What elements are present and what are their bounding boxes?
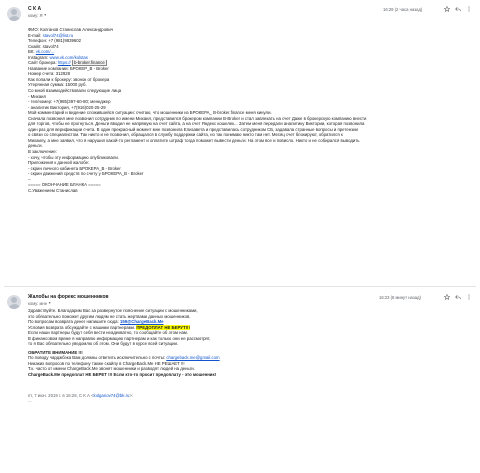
sender-name: Жалобы на форекс мошенников [28,294,109,300]
body-line: Сначала позвонил мне позвонил сотрудник по имени Михаил, представился брокером компании B-Broker и стал завлекать на счет Даже в брокерскую компанию внести [28,115,367,121]
contact-email-link[interactable]: 159@ChargeBack.Me [119,319,164,325]
body-line: По вопросам возврата денег напишите сюда: 159@ChargeBack.Me [28,319,164,325]
message-actions [444,294,472,300]
message-date: 16:23 (8 минут назад) [379,295,421,300]
body-line: С.Уважением Станислав [28,187,78,193]
body-line: Телефон: +7 (981)9839602 [28,38,82,44]
body-line: Сайт брокера: https:// b-broker.finance [28,60,105,66]
body-line: - скрин движений средств по счету у БРОКЕРА_B - Broker [28,171,144,177]
chevron-down-icon: ▼ [43,13,47,17]
recipient-label: кому: мне [28,301,48,306]
body-line: -- [28,176,31,182]
body-line: - тел/номер: +7(985)397-60-80; менеджер [28,99,111,105]
message-date: 16:29 (2 часа назад) [383,7,423,12]
sender-name: С К А [28,6,42,12]
body-line: деньги. [28,143,43,149]
site-prefix-link[interactable]: https:// [57,60,71,66]
message-divider [4,286,476,287]
body-line: один раз для верификации счета. В один прекрасный момент мне позвонила Елизавета и представилась сотрудником СБ, задавала странные вопросы и претензии [28,126,358,132]
more-vert-icon[interactable] [466,6,472,12]
body-line: ВК: vk.com/... [28,49,55,55]
sender-avatar [7,7,21,21]
email-message-2 [0,288,480,473]
body-line: По поводу чарджбэка Вам должны ответить исключительно с почты: chargeback.me@gmail.com [28,355,220,361]
body-line: В заключение: [28,149,57,155]
quote-email-link[interactable]: kolganov74@bk.ru [93,392,130,398]
star-icon[interactable] [444,294,450,300]
broker-site-box: b-broker.finance [73,60,105,66]
body-line: - хочу, чтобы эту информацию опубликовали. [28,154,119,160]
message-body [28,308,472,404]
no-prepay-highlight: ПРЕДОПЛАТ НЕ БЕРУТ!!! [136,324,190,330]
body-line: для торгов, чтобы не прогнуться. Деньги вводил не напрямую на счет сайта, а на счет Яндекс кошелек... Затем меня передали аналитику Виктории, которая позвонила [28,121,365,127]
attention-title: ОБРАТИТЕ ВНИМАНИЕ !!! [28,349,83,355]
recipient-label: кому: Я [28,13,43,18]
support-email-link[interactable]: chargeback.me@gmail.com [166,355,220,361]
body-line: то я Вас обязательно уведомлю об этом. Они будут в курсе всей ситуации. [28,341,179,347]
recipient-toggle[interactable] [28,301,51,307]
body-line: Приложения к данной жалобе: [28,160,90,166]
body-line: - Михаил [28,93,47,99]
quote-header: пт, 7 июн. 2019 г. в 16:28, С К А <kolganov74@bk.ru>: [28,392,134,398]
show-trimmed-content-button[interactable]: ... [28,398,32,404]
instagram-link[interactable]: www.vk.com/kolstas [49,54,88,60]
reply-icon[interactable] [455,6,461,12]
more-vert-icon[interactable] [466,294,472,300]
body-line: В финансовом време я направлю информацию партнерам и как только они ее рассмотрят, [28,335,211,341]
body-line: о связи со специалистом. Так никто и не позвонил, обращался в службу поддержки сайта, но так понимаю никто там нет. Месяц счет блокируют, обратился к [28,132,343,138]
body-line: Название компании: БРОКЕР_B - Broker [28,65,109,71]
body-line: ChargeBack.Me предоплат НЕ БЕРЕТ !!! Если кто-то просит предоплату - это мошенник! [28,372,217,378]
body-line: ФИО: Колганов Станислав Александрович [28,27,114,32]
body-line: Instagram: www.vk.com/kolstas [28,54,88,60]
body-line: E-mail: stavol74@list.ru [28,32,74,38]
body-line: Здравствуйте. Благодарим Вас за развернутое пояснение ситуации с мошенниками, [28,308,198,313]
body-line: Номер счета: 312928 [28,71,71,77]
body-line: - скрин личного кабинета БРОКЕРА_B - Broker [28,165,121,171]
message-body [28,27,472,193]
body-line: Условия возврата обсуждайте с нашими партнерами. ПРЕДОПЛАТ НЕ БЕРУТ!!! [28,324,190,330]
vk-link[interactable]: vk.com/... [35,49,55,55]
body-line: Скайп: stavol74 [28,43,59,49]
body-line: Как попали к брокеру: звонок от брокера [28,76,110,82]
body-line: Утерянная сумма: 15000 руб. [28,82,87,88]
body-line: Никаких вопросов по телефону также скайпу в ChargeBack.Me НЕ РЕШАЕТ !!! [28,360,185,366]
body-line: ===== ОКОНЧАНИЕ БЛАНКА ===== [28,182,101,188]
sender-avatar [7,295,21,309]
body-line: Мой комментарий и видение сложившейся ситуации: считаю, что мошенники из БРОКЕРА_ B-broker.finance меня кинули. [28,110,272,116]
message-actions [444,6,472,12]
body-line: Со мной взаимодействовали следующие лица [28,88,122,94]
star-icon[interactable] [444,6,450,12]
body-line: - аналитик Виктория, +7(916)020-25-29 [28,104,106,110]
reply-icon[interactable] [455,294,461,300]
body-line: Т.к. часто от имени ChargeBack.Me звонят мошенники и разводят людей на деньги. [28,366,195,372]
recipient-toggle[interactable] [28,13,47,19]
email-link[interactable]: stavol74@list.ru [42,32,74,38]
body-line: это обязательно поможет другим людям не стать жертвами данных мошенников. [28,313,191,319]
body-line: Михаилу, а мне заявил, что я нарушил какой-то регламент и оплатите штраф тогда поможет вывести деньги. На этом все и повисло. Никто и не собирался выводить [28,137,360,143]
body-line: Если наши партнеры будут себя вести неадекватно, то сообщайте об этом нам. [28,330,189,336]
chevron-down-icon: ▼ [48,301,52,305]
